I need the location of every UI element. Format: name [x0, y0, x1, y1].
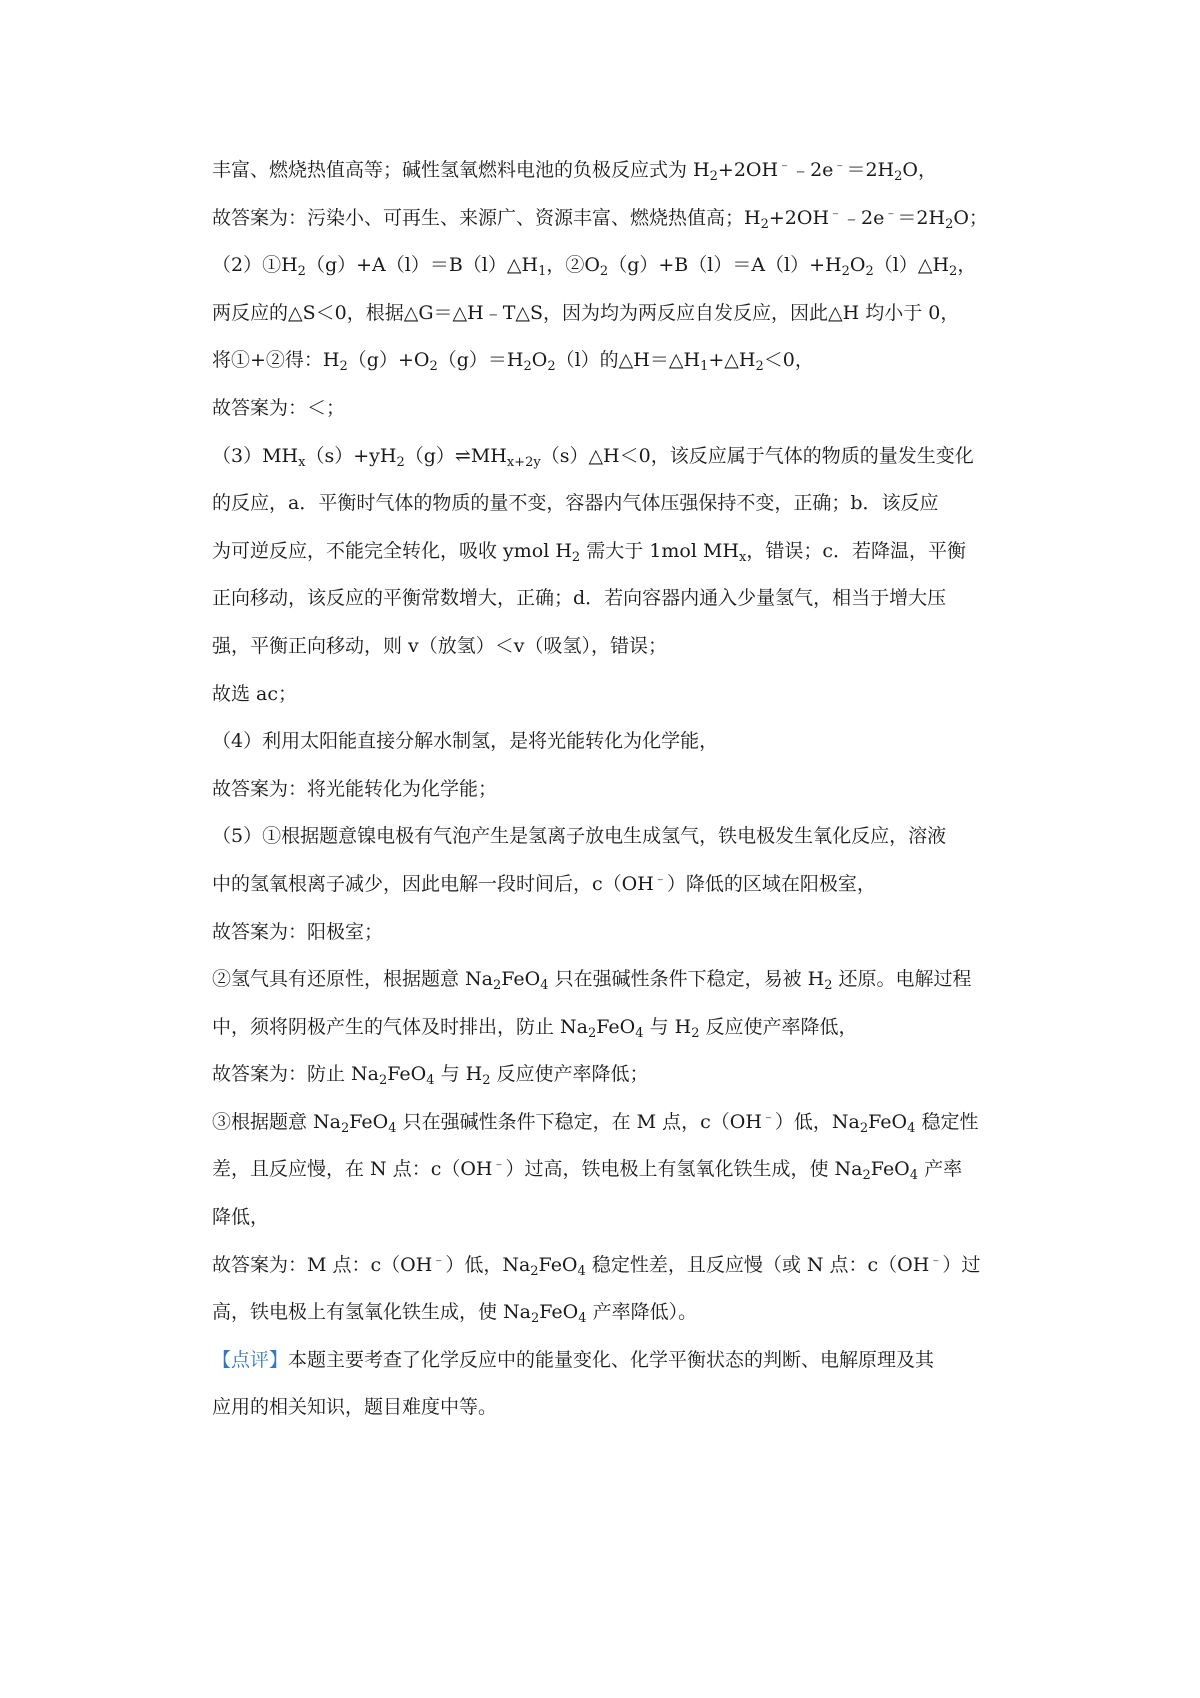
subscript: 2: [547, 359, 556, 375]
text-run: （l）的△H＝△H: [555, 349, 701, 372]
text-run: 故答案为：M 点：c（OH: [212, 1253, 433, 1276]
text-line: [212, 195, 1032, 243]
subscript: 4: [635, 1025, 644, 1041]
text-run: 与 H: [434, 1063, 483, 1086]
subscript: 2: [588, 1025, 597, 1041]
text-run: （l）△H: [873, 254, 950, 277]
text-run: 反应使产率降低；: [490, 1063, 649, 1086]
text-run: 高，铁电极上有氢氧化铁生成，使 Na: [212, 1301, 531, 1324]
text-run: FeO: [349, 1110, 389, 1133]
subscript: 2: [859, 1120, 869, 1136]
text-run: 强，平衡正向移动，则 v（放氢）＜v（吸氢），错误；: [212, 634, 668, 657]
text-line: [212, 433, 1032, 481]
text-run: FeO: [501, 968, 541, 991]
text-run: ，错误；c．若降温，平衡: [746, 539, 966, 562]
text-run: ）低，Na: [774, 1110, 860, 1133]
text-run: O；: [953, 206, 988, 229]
subscript: 2: [341, 1120, 350, 1136]
text-line: [212, 718, 1032, 766]
subscript: 4: [426, 1073, 435, 1089]
text-run: ，②O: [546, 254, 600, 277]
superscript: ﹣: [829, 205, 843, 221]
superscript: ﹣: [653, 871, 667, 887]
text-run: O，: [902, 159, 937, 181]
text-run: 稳定性: [915, 1110, 979, 1133]
text-run: （3）MH: [212, 444, 299, 467]
text-run: +2OH: [717, 159, 779, 181]
text-run: 两反应的△S＜0，根据△G＝△H﹣T△S，因为均为两反应自发反应，因此△H 均小于 0，: [212, 301, 960, 324]
text-run: ＝2H: [846, 159, 895, 181]
subscript: 4: [907, 1120, 916, 1136]
subscript: 2: [523, 359, 532, 375]
text-run: 为可逆反应，不能完全转化，吸收 ymol H: [212, 539, 572, 562]
text-run: 中，须将阴极产生的气体及时排出，防止 Na: [212, 1015, 588, 1038]
superscript: ﹣: [929, 1252, 943, 1268]
text-line: [212, 290, 1032, 338]
text-run: 故答案为：＜；: [212, 396, 346, 419]
text-line: [212, 1194, 1032, 1242]
text-run: +△H: [708, 349, 756, 372]
text-line: [212, 1051, 1032, 1099]
subscript: 2: [493, 978, 502, 994]
text-line: [212, 909, 1032, 957]
text-run: （5）①根据题意镍电极有气泡产生是氢离子放电生成氢气，铁电极发生氧化反应，溶液: [212, 825, 947, 848]
subscript: 2: [531, 1311, 540, 1327]
superscript: ﹣: [492, 1157, 506, 1173]
text-run: 应用的相关知识，题目难度中等。: [212, 1396, 498, 1419]
text-run: 反应使产率降低，: [699, 1015, 858, 1038]
text-run: 产率降低）。: [586, 1301, 698, 1324]
text-run: （g）+O: [347, 349, 430, 372]
superscript: ﹣: [884, 205, 898, 221]
text-line: [212, 337, 1032, 385]
text-run: 故答案为：防止 Na: [212, 1063, 379, 1086]
subscript: x: [298, 454, 306, 470]
superscript: ﹣: [778, 158, 792, 173]
subscript: 2: [297, 264, 306, 280]
text-line: [212, 528, 1032, 576]
text-run: 降低，: [212, 1206, 270, 1229]
text-run: 稳定性差，且反应慢（或 N 点：c（OH: [585, 1253, 930, 1276]
text-run: ﹣2e: [791, 159, 834, 181]
subscript: 2: [862, 1168, 871, 1184]
text-run: 故选 ac；: [212, 682, 298, 705]
text-run: ）低，Na: [445, 1253, 531, 1276]
subscript: 2: [760, 216, 769, 232]
text-run: 与 H: [643, 1015, 692, 1038]
text-run: （g）+B（l）＝A（l）+H: [608, 254, 842, 277]
text-run: ＜0，: [763, 349, 814, 372]
text-line: [212, 766, 1032, 814]
text-run: ，: [957, 254, 977, 277]
text-line: [212, 1099, 1032, 1147]
text-run: ＝2H: [897, 206, 946, 229]
text-run: FeO: [539, 1301, 579, 1324]
subscript: 2: [482, 1073, 491, 1089]
text-run: （g）＝H: [437, 349, 524, 372]
subscript: 4: [909, 1168, 919, 1184]
answer-explanation-text: [212, 147, 1032, 1432]
subscript: 2: [599, 264, 609, 280]
subscript: 4: [388, 1120, 397, 1136]
subscript: 2: [894, 169, 903, 184]
subscript: 2: [571, 549, 581, 565]
text-line: [212, 1004, 1032, 1052]
text-run: 故答案为：污染小、可再生、来源广、资源丰富、燃烧热值高；H: [212, 206, 761, 229]
subscript: 4: [540, 978, 549, 994]
text-run: 只在强碱性条件下稳定，易被 H: [548, 968, 825, 991]
subscript: 4: [578, 1311, 587, 1327]
text-run: ③根据题意 Na: [212, 1110, 341, 1133]
text-run: FeO: [387, 1063, 427, 1086]
text-run: FeO: [870, 1158, 910, 1181]
text-run: （g）+A（l）＝B（l）△H: [305, 254, 539, 277]
superscript: ﹣: [432, 1252, 446, 1268]
subscript: 4: [577, 1263, 586, 1279]
text-line: [212, 956, 1032, 1004]
text-line: [212, 1289, 1032, 1337]
subscript: 2: [530, 1263, 539, 1279]
text-run: （s）+yH: [305, 444, 397, 467]
subscript: 2: [429, 359, 438, 375]
subscript: 2: [755, 359, 764, 375]
text-line: [212, 671, 1032, 719]
subscript: 2: [945, 216, 954, 232]
text-line: [212, 813, 1032, 861]
text-run: O: [849, 254, 866, 277]
text-run: 丰富、燃烧热值高等；碱性氢氧燃料电池的负极反应式为 H: [212, 159, 710, 181]
superscript: ﹣: [833, 158, 847, 173]
comment-tag: 【点评】: [212, 1348, 289, 1371]
text-run: FeO: [596, 1015, 636, 1038]
text-run: （4）利用太阳能直接分解水制氢，是将光能转化为化学能，: [212, 730, 719, 753]
text-run: 故答案为：阳极室；: [212, 920, 384, 943]
text-run: 将①+②得：H: [212, 349, 340, 372]
subscript: 2: [841, 264, 850, 280]
text-run: 还原。电解过程: [832, 968, 972, 991]
text-run: 故答案为：将光能转化为化学能；: [212, 777, 498, 800]
text-run: 只在强碱性条件下稳定，在 M 点，c（OH: [396, 1110, 762, 1133]
text-line: [212, 480, 1032, 528]
superscript: ﹣: [761, 1109, 775, 1125]
text-line: [212, 1146, 1032, 1194]
text-run: 需大于 1mol MH: [580, 539, 739, 562]
text-line: [212, 623, 1032, 671]
text-run: 产率: [918, 1158, 963, 1181]
text-run: 中的氢氧根离子减少，因此电解一段时间后，c（OH: [212, 872, 654, 895]
text-line: [212, 242, 1032, 290]
text-run: FeO: [868, 1110, 908, 1133]
text-line: [212, 147, 1032, 195]
text-run: O: [531, 349, 548, 372]
text-line: [212, 1384, 1032, 1432]
subscript: 1: [700, 359, 709, 375]
text-line: [212, 385, 1032, 433]
text-run: 差，且反应慢，在 N 点：c（OH: [212, 1158, 493, 1181]
text-run: ）过高，铁电极上有氢氧化铁生成，使 Na: [505, 1158, 863, 1181]
subscript: 2: [691, 1025, 700, 1041]
subscript: 2: [396, 454, 405, 470]
text-run: ）过: [942, 1253, 981, 1276]
text-run: 本题主要考查了化学反应中的能量变化、化学平衡状态的判断、电解原理及其: [288, 1348, 935, 1371]
text-line: [212, 575, 1032, 623]
text-line: [212, 1242, 1032, 1290]
text-run: 的反应，a．平衡时气体的物质的量不变，容器内气体压强保持不变，正确；b．该反应: [212, 492, 939, 515]
text-run: ②氢气具有还原性，根据题意 Na: [212, 968, 493, 991]
subscript: x+2y: [506, 454, 541, 470]
text-run: FeO: [538, 1253, 578, 1276]
text-run: +2OH: [768, 206, 830, 229]
subscript: 2: [379, 1073, 388, 1089]
subscript: 2: [865, 264, 874, 280]
text-run: （g）⇌MH: [404, 444, 507, 467]
text-line: [212, 861, 1032, 909]
text-run: 正向移动，该反应的平衡常数增大，正确；d．若向容器内通入少量氢气，相当于增大压: [212, 587, 947, 610]
subscript: 2: [709, 169, 718, 184]
subscript: 2: [339, 359, 348, 375]
text-run: ）降低的区域在阳极室，: [666, 872, 876, 895]
subscript: 2: [949, 264, 958, 280]
text-run: ﹣2e: [842, 206, 885, 229]
text-run: （s）△H＜0，该反应属于气体的物质的量发生变化: [540, 444, 974, 467]
text-run: （2）①H: [212, 254, 298, 277]
text-line: [212, 1337, 1032, 1385]
subscript: 1: [538, 264, 547, 280]
subscript: x: [738, 549, 747, 565]
subscript: 2: [824, 978, 833, 994]
